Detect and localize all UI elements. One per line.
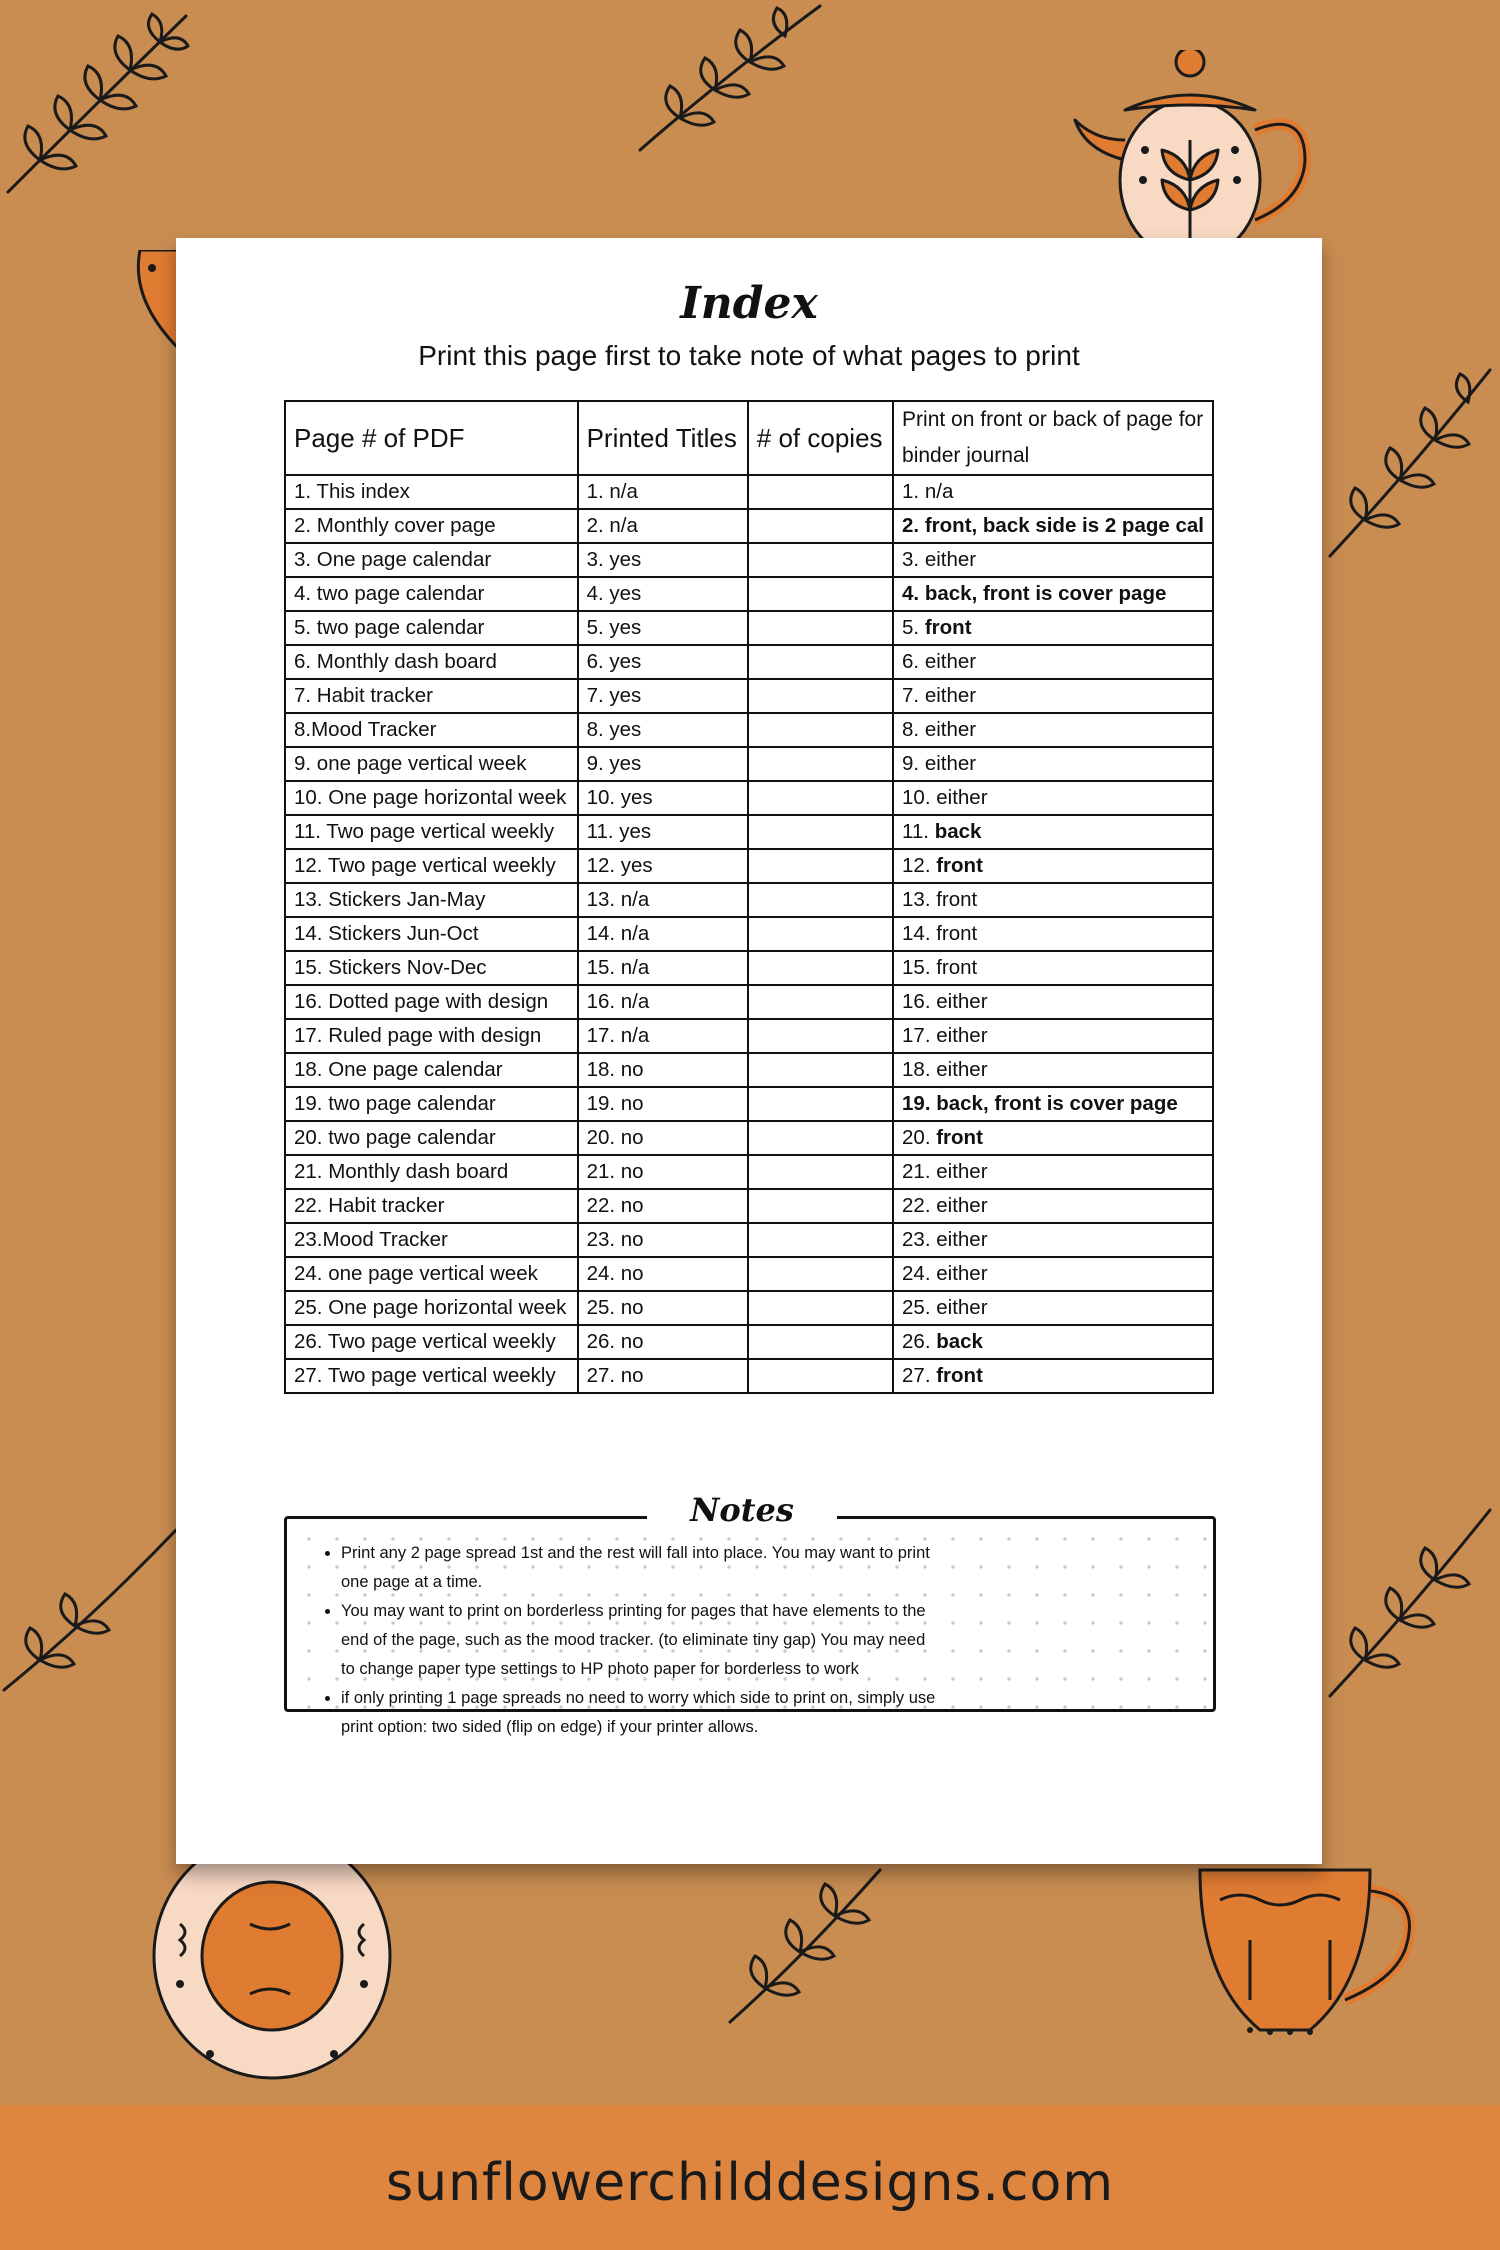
notes-box (284, 1491, 1216, 1736)
table-row (285, 1257, 1213, 1291)
table-row (285, 815, 1213, 849)
cell-page: 10. One page horizontal week (285, 781, 578, 815)
cell-print-side (893, 747, 1213, 781)
table-row (285, 781, 1213, 815)
cell-print-side (893, 1155, 1213, 1189)
table-row (285, 611, 1213, 645)
note-item: • if only printing 1 page spreads no need to worry which side to print on, simply use print option: two sided (flip on edge) if your printer allows. (341, 1684, 941, 1742)
cell-printed: 27. no (578, 1359, 748, 1393)
cell-copies (748, 1257, 893, 1291)
table-row (285, 849, 1213, 883)
cell-print-side (893, 509, 1213, 543)
table-row (285, 475, 1213, 509)
cell-page: 8.Mood Tracker (285, 713, 578, 747)
table-row (285, 1189, 1213, 1223)
note-item: • Print any 2 page spread 1st and the rest will fall into place. You may want to print one page at a time. (341, 1539, 941, 1597)
cell-printed: 25. no (578, 1291, 748, 1325)
cell-print-side (893, 1189, 1213, 1223)
side-number: 23. (902, 1228, 931, 1251)
index-table-body (285, 475, 1213, 1393)
cell-page: 11. Two page vertical weekly (285, 815, 578, 849)
page-subtitle: Print this page first to take note of what pages to print (418, 340, 1080, 371)
cell-copies (748, 985, 893, 1019)
leaf-branch-icon (720, 1860, 890, 2030)
index-page (176, 238, 1322, 1864)
table-row (285, 1359, 1213, 1393)
leaf-branch-icon (1320, 360, 1500, 570)
side-number: 19. (902, 1092, 931, 1115)
cell-page: 12. Two page vertical weekly (285, 849, 578, 883)
cell-print-side (893, 1087, 1213, 1121)
cell-page: 25. One page horizontal week (285, 1291, 578, 1325)
side-value: back, front is cover page (936, 1092, 1178, 1115)
side-value: either (936, 1160, 988, 1183)
side-value: front (936, 1364, 983, 1387)
plate-icon (150, 1864, 400, 2084)
cell-printed: 12. yes (578, 849, 748, 883)
cell-copies (748, 713, 893, 747)
cell-print-side (893, 1053, 1213, 1087)
leaf-branch-icon (630, 0, 830, 160)
side-number: 11. (902, 820, 930, 843)
cell-page: 1. This index (285, 475, 578, 509)
cell-page: 18. One page calendar (285, 1053, 578, 1087)
website-link[interactable]: sunflowerchilddesigns.com (386, 2153, 1114, 2213)
side-value: either (936, 1262, 988, 1285)
table-row (285, 1155, 1213, 1189)
cell-print-side (893, 917, 1213, 951)
leaf-branch-icon (0, 0, 200, 210)
cell-copies (748, 475, 893, 509)
side-value: either (936, 1194, 988, 1217)
side-value: front (936, 956, 978, 979)
table-row (285, 1087, 1213, 1121)
cell-printed: 3. yes (578, 543, 748, 577)
cell-page: 5. two page calendar (285, 611, 578, 645)
cell-print-side (893, 1325, 1213, 1359)
teapot-icon (1065, 50, 1335, 250)
header-printed-titles: Printed Titles (578, 401, 748, 475)
page-title: Index (680, 278, 818, 329)
side-number: 27. (902, 1364, 931, 1387)
side-number: 26. (902, 1330, 931, 1353)
side-value: either (924, 752, 977, 775)
cell-print-side (893, 1223, 1213, 1257)
cell-copies (748, 1019, 893, 1053)
cell-page: 20. two page calendar (285, 1121, 578, 1155)
cell-printed: 26. no (578, 1325, 748, 1359)
side-number: 9. (902, 752, 920, 775)
cell-page: 16. Dotted page with design (285, 985, 578, 1019)
cell-print-side (893, 679, 1213, 713)
table-row (285, 1019, 1213, 1053)
side-value: either (936, 786, 988, 809)
notes-title: Notes (647, 1491, 837, 1529)
side-number: 18. (902, 1058, 931, 1081)
side-number: 7. (902, 684, 920, 707)
cell-print-side (893, 1291, 1213, 1325)
cell-printed: 24. no (578, 1257, 748, 1291)
cell-page: 2. Monthly cover page (285, 509, 578, 543)
table-row (285, 985, 1213, 1019)
cell-print-side (893, 611, 1213, 645)
side-number: 1. (902, 480, 920, 503)
cell-copies (748, 543, 893, 577)
leaf-branch-icon (0, 1510, 180, 1710)
side-value: either (936, 1228, 988, 1251)
cell-copies (748, 1121, 893, 1155)
side-value: either (924, 548, 977, 571)
header-page-number: Page # of PDF (285, 401, 578, 475)
cell-print-side (893, 1257, 1213, 1291)
cell-printed: 22. no (578, 1189, 748, 1223)
cell-copies (748, 577, 893, 611)
table-row (285, 543, 1213, 577)
cell-page: 21. Monthly dash board (285, 1155, 578, 1189)
side-number: 10. (902, 786, 931, 809)
cell-printed: 14. n/a (578, 917, 748, 951)
side-number: 5. (902, 616, 920, 639)
cell-copies (748, 747, 893, 781)
cell-printed: 18. no (578, 1053, 748, 1087)
side-value: either (936, 1296, 988, 1319)
side-value: either (936, 1024, 988, 1047)
cell-copies (748, 509, 893, 543)
cell-copies (748, 1053, 893, 1087)
cell-page: 22. Habit tracker (285, 1189, 578, 1223)
cell-printed: 20. no (578, 1121, 748, 1155)
cell-copies (748, 679, 893, 713)
side-number: 13. (902, 888, 931, 911)
cell-printed: 5. yes (578, 611, 748, 645)
side-number: 14. (902, 922, 931, 945)
cell-page: 14. Stickers Jun-Oct (285, 917, 578, 951)
cell-copies (748, 917, 893, 951)
cell-copies (748, 1325, 893, 1359)
cell-printed: 16. n/a (578, 985, 748, 1019)
table-row (285, 577, 1213, 611)
cell-copies (748, 1223, 893, 1257)
cell-print-side (893, 883, 1213, 917)
cell-print-side (893, 577, 1213, 611)
cell-copies (748, 951, 893, 985)
side-number: 22. (902, 1194, 931, 1217)
cell-print-side (893, 645, 1213, 679)
table-row (285, 1121, 1213, 1155)
cell-print-side (893, 815, 1213, 849)
cell-copies (748, 1087, 893, 1121)
side-number: 17. (902, 1024, 931, 1047)
leaf-branch-icon (1320, 1500, 1500, 1710)
table-row (285, 1325, 1213, 1359)
cell-print-side (893, 951, 1213, 985)
side-number: 25. (902, 1296, 931, 1319)
cell-print-side (893, 1359, 1213, 1393)
teacup-icon (1190, 1860, 1440, 2050)
cell-printed: 4. yes (578, 577, 748, 611)
cell-copies (748, 1189, 893, 1223)
side-value: either (924, 718, 977, 741)
cell-copies (748, 1359, 893, 1393)
table-row (285, 917, 1213, 951)
cell-copies (748, 883, 893, 917)
cell-printed: 7. yes (578, 679, 748, 713)
cell-page: 7. Habit tracker (285, 679, 578, 713)
cell-printed: 6. yes (578, 645, 748, 679)
side-number: 21. (902, 1160, 931, 1183)
side-value: n/a (924, 480, 954, 503)
side-number: 8. (902, 718, 920, 741)
side-value: front (936, 1126, 983, 1149)
side-number: 24. (902, 1262, 931, 1285)
side-number: 20. (902, 1126, 931, 1149)
cell-page: 3. One page calendar (285, 543, 578, 577)
table-row (285, 713, 1213, 747)
side-number: 16. (902, 990, 931, 1013)
cell-print-side (893, 985, 1213, 1019)
cell-print-side (893, 713, 1213, 747)
side-number: 15. (902, 956, 931, 979)
cell-copies (748, 781, 893, 815)
cell-page: 6. Monthly dash board (285, 645, 578, 679)
index-table-header-row (285, 401, 1213, 475)
cell-page: 19. two page calendar (285, 1087, 578, 1121)
cell-printed: 10. yes (578, 781, 748, 815)
cell-printed: 11. yes (578, 815, 748, 849)
cell-print-side (893, 849, 1213, 883)
side-value: back, front is cover page (924, 582, 1167, 605)
cell-print-side (893, 781, 1213, 815)
side-number: 12. (902, 854, 931, 877)
side-number: 4. (902, 582, 920, 605)
cell-print-side (893, 475, 1213, 509)
cell-print-side (893, 543, 1213, 577)
cell-copies (748, 1155, 893, 1189)
cell-copies (748, 611, 893, 645)
cell-copies (748, 849, 893, 883)
side-value: either (924, 684, 977, 707)
table-row (285, 1291, 1213, 1325)
table-row (285, 645, 1213, 679)
table-row (285, 951, 1213, 985)
index-table (284, 400, 1214, 1394)
cell-page: 15. Stickers Nov-Dec (285, 951, 578, 985)
cell-printed: 19. no (578, 1087, 748, 1121)
cell-page: 9. one page vertical week (285, 747, 578, 781)
table-row (285, 1223, 1213, 1257)
cell-page: 13. Stickers Jan-May (285, 883, 578, 917)
side-value: either (924, 650, 977, 673)
cell-printed: 23. no (578, 1223, 748, 1257)
teacup-icon (120, 250, 180, 360)
side-number: 3. (902, 548, 920, 571)
side-value: back (934, 820, 982, 843)
cell-printed: 8. yes (578, 713, 748, 747)
notes-list (299, 1539, 941, 1742)
cell-page: 17. Ruled page with design (285, 1019, 578, 1053)
cell-print-side (893, 1121, 1213, 1155)
table-row (285, 883, 1213, 917)
cell-printed: 21. no (578, 1155, 748, 1189)
table-row (285, 679, 1213, 713)
table-row (285, 747, 1213, 781)
cell-printed: 13. n/a (578, 883, 748, 917)
cell-page: 23.Mood Tracker (285, 1223, 578, 1257)
side-value: front (936, 888, 978, 911)
header-print-side: Print on front or back of page for binder journal (893, 401, 1213, 475)
cell-page: 26. Two page vertical weekly (285, 1325, 578, 1359)
cell-copies (748, 645, 893, 679)
side-value: back (936, 1330, 983, 1353)
cell-print-side (893, 1019, 1213, 1053)
cell-printed: 17. n/a (578, 1019, 748, 1053)
side-value: front (936, 922, 978, 945)
side-value: front (924, 616, 972, 639)
cell-printed: 1. n/a (578, 475, 748, 509)
header-copies: # of copies (748, 401, 893, 475)
table-row (285, 509, 1213, 543)
table-row (285, 1053, 1213, 1087)
note-item: • You may want to print on borderless printing for pages that have elements to the end of the page, such as the mood tracker. (to eliminate tiny gap) You may need to change paper type settings to HP photo paper for borderless to work (341, 1597, 941, 1684)
cell-page: 4. two page calendar (285, 577, 578, 611)
side-number: 2. (902, 514, 920, 537)
side-value: either (936, 990, 988, 1013)
footer-bar (0, 2105, 1500, 2250)
cell-page: 24. one page vertical week (285, 1257, 578, 1291)
cell-printed: 15. n/a (578, 951, 748, 985)
side-value: front (936, 854, 983, 877)
side-value: front, back side is 2 page cal (924, 514, 1204, 537)
side-value: either (936, 1058, 988, 1081)
cell-printed: 9. yes (578, 747, 748, 781)
cell-copies (748, 815, 893, 849)
side-number: 6. (902, 650, 920, 673)
cell-copies (748, 1291, 893, 1325)
cell-page: 27. Two page vertical weekly (285, 1359, 578, 1393)
cell-printed: 2. n/a (578, 509, 748, 543)
